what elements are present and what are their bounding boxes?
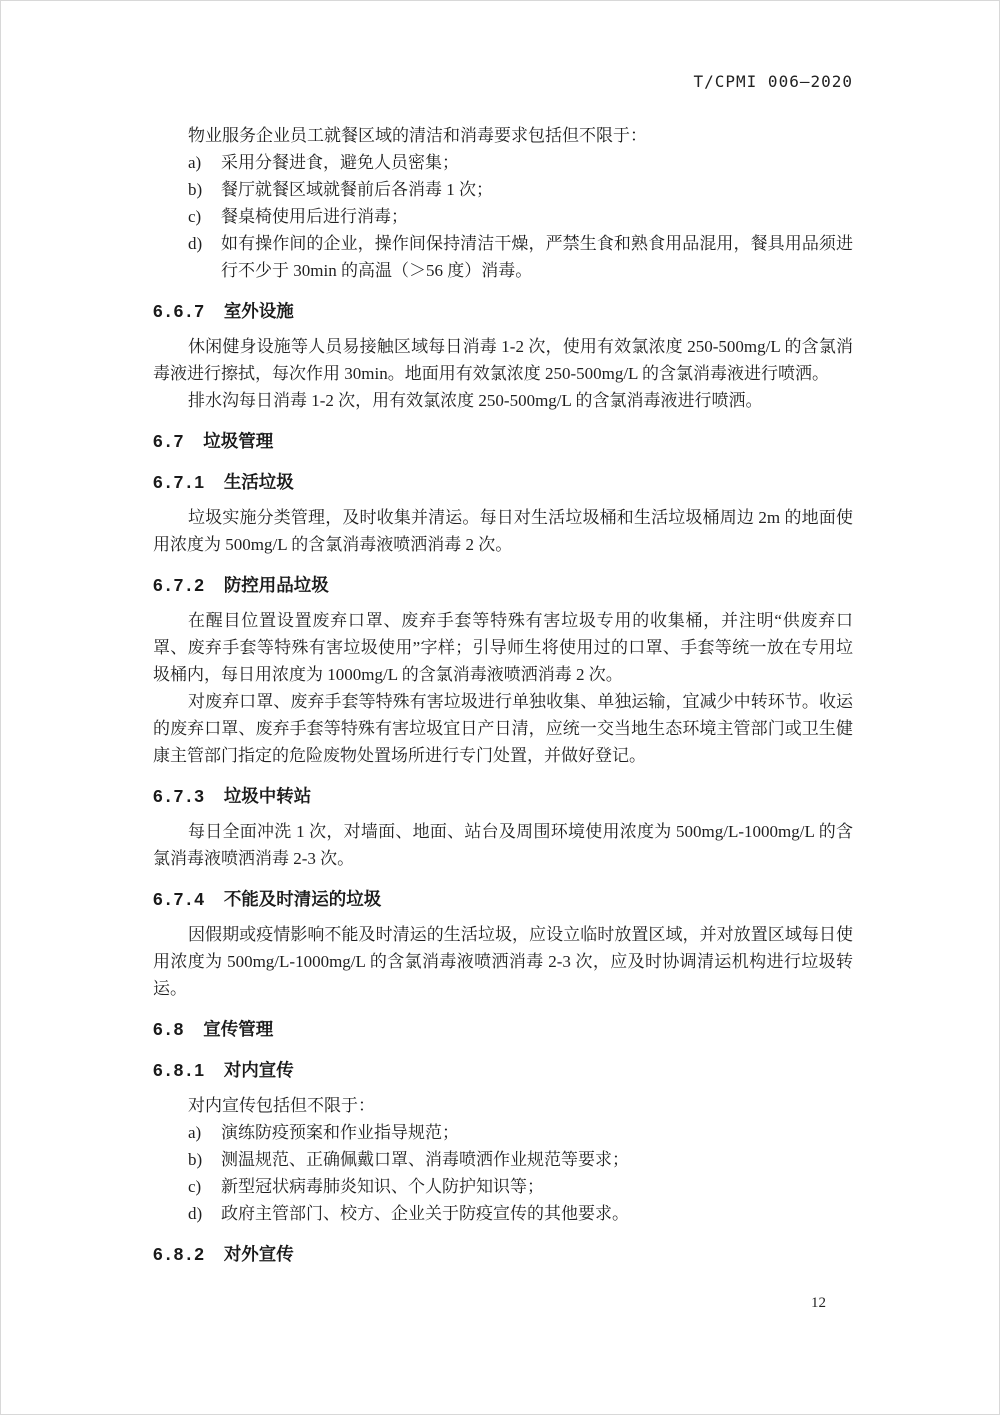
list-marker: d) — [188, 1204, 203, 1223]
paragraph: 对废弃口罩、废弃手套等特殊有害垃圾进行单独收集、单独运输，宜减少中转环节。收运的废弃口罩、废弃手套等特殊有害垃圾宜日产日清，应统一交当地生态环境主管部门或卫生健康主管部门指定的危险废物处置场所进行专门处置，并做好登记。 — [153, 692, 853, 765]
paragraph-intro-dining: 物业服务企业员工就餐区域的清洁和消毒要求包括但不限于： — [188, 126, 647, 145]
section-title: 垃圾管理 — [203, 431, 274, 451]
section-heading-6-7-2 — [153, 572, 853, 599]
list-marker: a) — [188, 1123, 202, 1142]
paragraph: 因假期或疫情影响不能及时清运的生活垃圾，应设立临时放置区域，并对放置区域每日使用浓度为 500mg/L-1000mg/L 的含氯消毒液喷洒消毒 2-3 次，应及时协调清运机构进行垃圾转运。 — [153, 925, 853, 998]
section-title: 对外宣传 — [223, 1244, 294, 1264]
list-marker: c) — [188, 207, 202, 226]
paragraph: 对内宣传包括但不限于： — [188, 1096, 375, 1115]
list-item — [153, 230, 853, 284]
section-number: 6.7.4 — [153, 889, 207, 909]
section-title: 生活垃圾 — [223, 472, 294, 492]
list-item-text: 演练防疫预案和作业指导规范； — [221, 1123, 459, 1142]
list-item — [153, 176, 853, 203]
list-marker: c) — [188, 1177, 202, 1196]
list-item — [153, 149, 853, 176]
section-number: 6.6.7 — [153, 301, 207, 321]
page-content — [153, 122, 853, 1276]
section-number: 6.7.2 — [153, 575, 207, 595]
section-title: 宣传管理 — [203, 1019, 274, 1039]
section-title: 不能及时清运的垃圾 — [223, 889, 382, 909]
section-title: 垃圾中转站 — [223, 786, 312, 806]
list-item-text: 新型冠状病毒肺炎知识、个人防护知识等； — [221, 1177, 544, 1196]
section-heading-6-7-1 — [153, 469, 853, 496]
list-marker: d) — [188, 234, 203, 253]
doc-header-standard-number: T/CPMI 006—2020 — [693, 72, 853, 91]
list-marker: b) — [188, 1150, 203, 1169]
list-item — [153, 1146, 853, 1173]
section-heading-6-8-1 — [153, 1057, 853, 1084]
list-item-text: 政府主管部门、校方、企业关于防疫宣传的其他要求。 — [221, 1204, 629, 1223]
section-heading-6-8 — [153, 1016, 853, 1043]
section-number: 6.7.1 — [153, 472, 207, 492]
list-item-text: 如有操作间的企业，操作间保持清洁干燥，严禁生食和熟食用品混用，餐具用品须进行不少于 30min 的高温（＞56 度）消毒。 — [221, 234, 853, 280]
list-item — [153, 1200, 853, 1227]
list-item-text: 测温规范、正确佩戴口罩、消毒喷洒作业规范等要求； — [221, 1150, 629, 1169]
paragraph: 排水沟每日消毒 1-2 次，用有效氯浓度 250-500mg/L 的含氯消毒液进行喷洒。 — [188, 391, 763, 410]
paragraph: 在醒目位置设置废弃口罩、废弃手套等特殊有害垃圾专用的收集桶，并注明“供废弃口罩、废弃手套等特殊有害垃圾使用”字样；引导师生将使用过的口罩、手套等统一放在专用垃圾桶内，每日用浓度为 1000mg/L 的含氯消毒液喷洒消毒 2 次。 — [153, 611, 853, 684]
section-heading-6-6-7 — [153, 298, 853, 325]
section-number: 6.8 — [153, 1019, 187, 1039]
section-heading-6-7-3 — [153, 783, 853, 810]
list-marker: a) — [188, 153, 202, 172]
page-number: 12 — [811, 1295, 826, 1311]
section-title: 对内宣传 — [223, 1060, 294, 1080]
paragraph: 每日全面冲洗 1 次，对墙面、地面、站台及周围环境使用浓度为 500mg/L-1000mg/L 的含氯消毒液喷洒消毒 2-3 次。 — [153, 822, 853, 868]
section-number: 6.7.3 — [153, 786, 207, 806]
section-number: 6.7 — [153, 431, 187, 451]
list-marker: b) — [188, 180, 203, 199]
section-number: 6.8.1 — [153, 1060, 207, 1080]
section-heading-6-7-4 — [153, 886, 853, 913]
section-title: 防控用品垃圾 — [223, 575, 329, 595]
section-heading-6-7 — [153, 428, 853, 455]
section-title: 室外设施 — [223, 301, 294, 321]
section-number: 6.8.2 — [153, 1244, 207, 1264]
list-item — [153, 203, 853, 230]
section-heading-6-8-2 — [153, 1241, 853, 1268]
list-item-text: 采用分餐进食，避免人员密集； — [221, 153, 459, 172]
list-item-text: 餐厅就餐区域就餐前后各消毒 1 次； — [221, 180, 493, 199]
list-item — [153, 1173, 853, 1200]
list-item — [153, 1119, 853, 1146]
paragraph: 垃圾实施分类管理，及时收集并清运。每日对生活垃圾桶和生活垃圾桶周边 2m 的地面使用浓度为 500mg/L 的含氯消毒液喷洒消毒 2 次。 — [153, 508, 853, 554]
list-item-text: 餐桌椅使用后进行消毒； — [221, 207, 408, 226]
paragraph: 休闲健身设施等人员易接触区域每日消毒 1-2 次，使用有效氯浓度 250-500mg/L 的含氯消毒液进行擦拭，每次作用 30min。地面用有效氯浓度 250-500mg/L 的含氯消毒液进行喷洒。 — [153, 337, 853, 383]
